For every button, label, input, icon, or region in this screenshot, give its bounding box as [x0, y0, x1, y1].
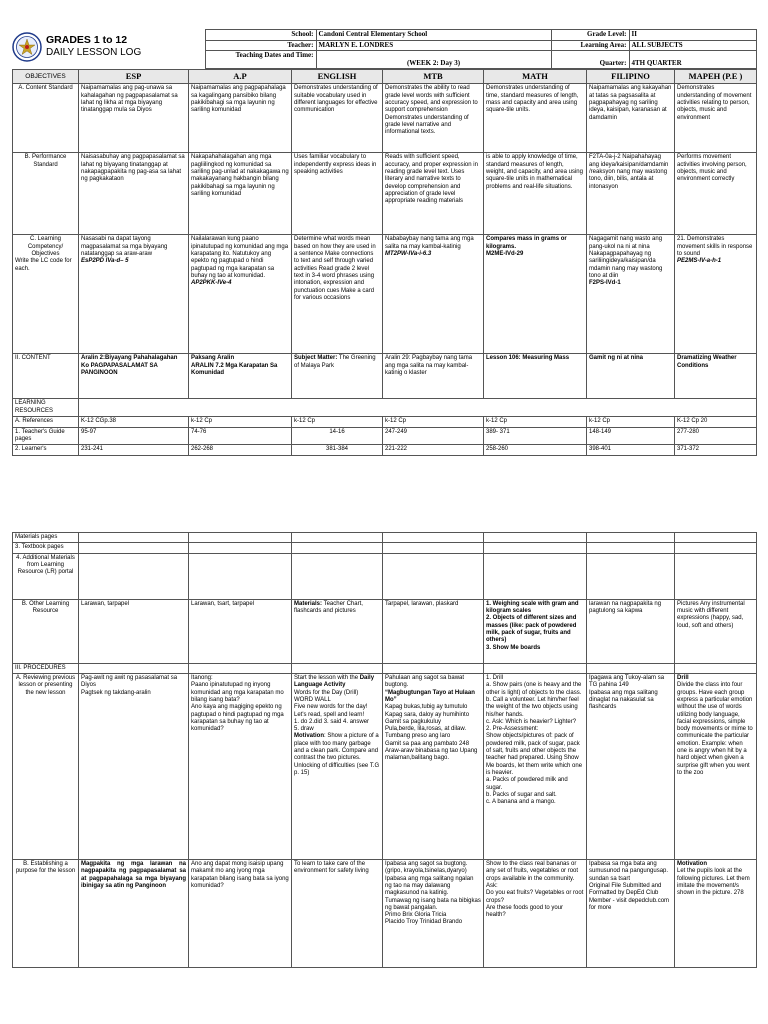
cell: Show to the class real bananas or any set of fruits, vegetables or root crops available in the community. Ask: Do you eat fruits? Vegetables or root crops? Are these foods good to your health? — [484, 859, 587, 967]
row-label-competency — [13, 235, 79, 354]
lesson-log-page-2 — [12, 532, 756, 968]
lesson-table-1 — [12, 69, 757, 455]
cell: To learn to take care of the environment for safety living — [292, 859, 383, 967]
cell: K-12 CGp.38 — [79, 417, 189, 427]
table-row — [13, 399, 757, 417]
cell: 277-280 — [675, 427, 757, 445]
mapeh-review: Divide the class into four groups. Have each group express a particular emotion without the use of words utilizing body language, facial expressions, simple body movements or mime to communicate the particular emotion. Example: when one is angry when hit by a hard object when given a surprise gift when you went to the zoo — [677, 682, 753, 776]
cell: Naipamamalas ang pagpapahalaga sa kagalingang pansibiko bilang pakikibahagi sa mga layunin ng sariling komunidad — [189, 84, 292, 153]
cell: Magpakita ng mga larawan na nagpapakita ng pagpapasalamat sa at pagpapahalaga sa mga biyayang ibinigay sa atin ng Panginoon — [79, 859, 189, 967]
row-label-learning-resources: LEARNING RESOURCES — [13, 399, 79, 417]
cell: 398-401 — [587, 445, 675, 455]
row-label-additional-materials: 4. Additional Materials from Learning Resource (LR) portal — [13, 553, 79, 599]
cell: K-12 Cp 20 — [675, 417, 757, 427]
cell — [484, 235, 587, 354]
cell — [79, 235, 189, 354]
row-label-content-standard: A. Content Standard — [13, 84, 79, 153]
mtb-review-c: Kapag bukas,tubig ay tumutulo Kapag sara, daloy ay humihinto Gamit sa pagkukuluy Pula,berde, lila,rosas, at dilaw. Tumbang preso ang laro Gamit sa paa ang pambato 248 Araw-araw binabasa ng tao Upang malaman,balitang bago. — [385, 704, 478, 762]
mtb-review-a: Pahulaan ang sagot sa bawat bugtong. — [385, 674, 465, 689]
cell: 221-222 — [383, 445, 484, 455]
col-objectives: OBJECTIVES — [13, 70, 79, 84]
grade-label: Grade Level: — [551, 30, 629, 41]
table-row — [13, 354, 757, 399]
title-line-2: DAILY LESSON LOG — [46, 46, 142, 58]
cell: k-12 Cp — [292, 417, 383, 427]
row-label-establishing: B. Establishing a purpose for the lesson — [13, 859, 79, 967]
mtb-objective: Nababaybay nang tama ang mga salita na may kambal-katinig — [385, 236, 474, 250]
row-label-references: A. References — [13, 417, 79, 427]
cell: k-12 Cp — [189, 417, 292, 427]
cell: Ipabasa sa mga bata ang sumusunod na pangungusap. sundan sa tsart Original File Submitted and Formatted by DepEd Club Member - visit depedclub.com for more — [587, 859, 675, 967]
cell: 231-241 — [79, 445, 189, 455]
ap-code: AP2PKK-IVe-4 — [191, 280, 232, 287]
mapeh-objective: 21. Demonstrates movement skills in response to sound — [677, 236, 753, 257]
cell — [292, 599, 383, 663]
cell: Demonstrates understanding of movement activities relating to person, objects, music and environment — [675, 84, 757, 153]
cell: 247-249 — [383, 427, 484, 445]
col-english: ENGLISH — [292, 70, 383, 84]
school-value: Candoni Central Elementary School — [316, 30, 551, 41]
ap-content: ARALIN 7.2 Mga Karapatan Sa Komunidad — [191, 362, 278, 376]
table-row — [13, 859, 757, 967]
math-objective: Compares mass in grams or kilograms. — [486, 236, 567, 250]
cell: Demonstrates understanding of suitable vocabulary used in different languages for effective communication — [292, 84, 383, 153]
row-label-learners: 2. Learner's — [13, 445, 79, 455]
table-row — [13, 663, 757, 673]
cell: Tarpapel, larawan, plaskard — [383, 599, 484, 663]
ap-content-title: Paksang Aralin — [191, 355, 235, 362]
filipino-objective: Nagagamit nang wasto ang pang-ukol na ni at nina Nakapagpapahayag ng sariliingideya/kaisipan/da mdamin nang may wastong tono at diin — [589, 236, 663, 279]
mapeh-establishing: Let the pupils look at the following pictures. Let them imitate the movement/s shown in the picture. 278 — [677, 868, 750, 897]
cell: k-12 Cp — [484, 417, 587, 427]
cell: Nakapahahalagahan ang mga pagliilingkod ng komunidad sa sariling pag-unlad at nakakagawa ng makakayanang hakbangin bilang pakikibahagi sa mga layunin ng sariling komunidad — [189, 153, 292, 235]
cell: Itanong: Paano ipinatutupad ng inyong komunidad ang mga karapatan mo bilang isang bata? Ano kaya ang magiging epekto ng pagtupad o hindi pagtupad ng mga karapatan sa buhay ng tao at komunidad? — [189, 673, 292, 859]
cell: Gamit ng ni at nina — [587, 354, 675, 399]
header-table — [12, 29, 757, 69]
teacher-value: MARLYN E. LONDRES — [316, 40, 551, 51]
cell: Ipabasa ang sagot sa bugtong. (gripo, krayola,tsinelas,dyaryo) Ipabasa ang mga salitang ngalan ng tao na may dalawang magkasunod na katinig. Tumawag ng isang bata na bibigkas ng bawat pangalan. Primo Brix Gloria Tricia Placido Troy Trinidad Brando — [383, 859, 484, 967]
quarter-label: Quarter: — [551, 51, 629, 69]
cell: 389- 371 — [484, 427, 587, 445]
filipino-code: F2PS-IVd-1 — [589, 280, 621, 287]
cell: 74-76 — [189, 427, 292, 445]
cell: Naisasabuhay ang pagpapasalamat sa lahat ng biyayang tinatanggap at nakapagpapakita ng pag-asa sa lahat ng pagkakataon — [79, 153, 189, 235]
cell: 381-384 — [292, 445, 383, 455]
english-review-d: : Show a picture of a place with too many garbage and a clean park. Compare and contrast the two pictures. Unlocking of difficulties (see T.G p. 15) — [294, 733, 380, 776]
english-content-title: Subject Matter: — [294, 355, 338, 362]
cell: Ipagawa ang Tukoy-alam sa TG pahina 149 Ipabasa ang mga salitang dinaglat na nakasulat sa flashcards — [587, 673, 675, 859]
school-label: School: — [205, 30, 316, 41]
cell: Lesson 106: Measuring Mass — [484, 354, 587, 399]
cell — [189, 354, 292, 399]
dates-label: Teaching Dates and Time: — [205, 51, 316, 69]
row-label-teachers-guide: 1. Teacher's Guide pages — [13, 427, 79, 445]
teacher-label: Teacher: — [205, 40, 316, 51]
cell: Larawan, tsart, tarpapel — [189, 599, 292, 663]
english-review-a: Start the lesson with the — [294, 674, 360, 681]
row-label-content: II. CONTENT — [13, 354, 79, 399]
cell: is able to apply knowledge of time, standard measures of length, weight, and capacity, and area using square-tile units in mathematical problems and real-life situations. — [484, 153, 587, 235]
dates-value: (WEEK 2: Day 3) — [316, 51, 551, 69]
cell — [675, 235, 757, 354]
english-review-c: Words for the Day (Drill) WORD WALL Five new words for the day! Let's read, spell and learn! 1. do 2.did 3. said 4. answer 5. draw — [294, 689, 370, 733]
col-mapeh: MAPEH (P.E ) — [675, 70, 757, 84]
competency-sublabel: Write the LC code for each. — [15, 258, 72, 272]
cell: Naipamamalas ang kakayahan at tatas sa pagsasalita at pagpapahayag ng sariling ideya, kaisipan, karanasan at damdamin — [587, 84, 675, 153]
lesson-log-page-1 — [12, 29, 756, 456]
title-line-1: GRADES 1 to 12 — [46, 34, 128, 47]
cell — [383, 235, 484, 354]
title-cell — [12, 30, 205, 69]
cell: 1. Weighing scale with gram and kilogram scales 2. Objects of different sizes and masses (like: pack of powdered milk, pack of sugar, fruits and others) 3. Show Me boards — [484, 599, 587, 663]
lesson-table-2 — [12, 532, 757, 968]
cell: Reads with sufficient speed, accuracy, and proper expression in reading grade level text. Uses literary and narrative texts to develop comprehension and appreciation of grade level appropriate reading materials — [383, 153, 484, 235]
cell — [79, 399, 757, 417]
cell — [189, 235, 292, 354]
english-materials: Teacher Chart, flashcards and pictures — [294, 600, 363, 614]
cell: Pag-awit ng awit ng pasasalamat sa Diyos Pagtsek ng takdang-aralin — [79, 673, 189, 859]
cell: Dramatizing Weather Conditions — [675, 354, 757, 399]
cell: Aralin 2:Biyayang Pahahalagahan Ko PAGPAPASALAMAT SA PANGINOON — [79, 354, 189, 399]
cell: k-12 Cp — [587, 417, 675, 427]
mapeh-review-title: Drill — [677, 674, 689, 681]
cell: 14-16 — [292, 427, 383, 445]
mtb-review-b: “Magbugtungan Tayo at Hulaan Mo” — [385, 689, 475, 703]
cell: 371-372 — [675, 445, 757, 455]
table-row — [13, 533, 757, 543]
cell: Larawan, tarpapel — [79, 599, 189, 663]
table-row — [13, 427, 757, 445]
row-label-materials-pages: Materials pages — [13, 533, 79, 543]
row-label-other-resource: B. Other Learning Resource — [13, 599, 79, 663]
row-label-textbook-pages: 3. Textbook pages — [13, 543, 79, 553]
english-review-b: Daily Language Activity — [294, 674, 375, 689]
deped-seal-icon — [12, 32, 42, 62]
row-label-performance-standard: B. Performance Standard — [13, 153, 79, 235]
table-row — [13, 673, 757, 859]
cell: Pictures Any instrumental music with different expressions (happy, sad, loud, soft and others) — [675, 599, 757, 663]
cell — [292, 673, 383, 859]
cell: Determine what words mean based on how they are used in a sentence Make connections to text and self through varied activities Read grade 2 level text in 3-4 word phrases using intonation, expression and punctuation cues Make a card for various occasions — [292, 235, 383, 354]
cell: Uses familiar vocabulary to independently express ideas in speaking activities — [292, 153, 383, 235]
area-value: ALL SUBJECTS — [629, 40, 756, 51]
cell: Performs movement activities involving person, objects, music and environment correctly — [675, 153, 757, 235]
math-code: M2ME-IVd-29 — [486, 251, 524, 257]
cell: 148-149 — [587, 427, 675, 445]
english-motivation-title: Motivation — [294, 733, 324, 740]
cell — [383, 673, 484, 859]
ap-objective: Nailalarawan kung paano ipinatutupad ng komunidad ang mga karapatang ito. Natutukoy ang epekto ng pagtupad o hindi pagtupad ng mga karapatan sa buhay ng tao at komunidad. — [191, 236, 289, 279]
table-row — [13, 417, 757, 427]
cell: Naipamamalas ang pag-unawa sa kahalagahan ng pagpapasalamat sa lahat ng likha at mga biyayang tinatanggap mula sa Diyos — [79, 84, 189, 153]
quarter-value: 4TH QUARTER — [629, 51, 756, 69]
col-esp: ESP — [79, 70, 189, 84]
cell: F2TA-0a-j-2 Naipahahayag ang ideya/kaisipan/damdamin /reaksyon nang may wastong tono, diin, bilis, antala at intonasyon — [587, 153, 675, 235]
cell: Demonstrates the ability to read grade level words with sufficient accuracy speed, and expression to support comprehension Demonstrates understanding of grade level narrative and informational texts. — [383, 84, 484, 153]
cell: k-12 Cp — [383, 417, 484, 427]
row-label-procedures: III. PROCEDURES — [13, 663, 79, 673]
cell: 262-268 — [189, 445, 292, 455]
table-row — [13, 445, 757, 455]
table-row — [13, 543, 757, 553]
col-ap: A.P — [189, 70, 292, 84]
mtb-code: MT2PW-IVa-i-6.3 — [385, 251, 432, 257]
col-mtb: MTB — [383, 70, 484, 84]
table-row — [13, 153, 757, 235]
mapeh-establishing-title: Motivation — [677, 860, 707, 867]
cell: larawan na nagpapakita ng pagtulong sa kapwa — [587, 599, 675, 663]
table-row — [13, 553, 757, 599]
col-math: MATH — [484, 70, 587, 84]
cell: 95-97 — [79, 427, 189, 445]
table-row — [13, 599, 757, 663]
english-materials-title: Materials: — [294, 600, 323, 607]
esp-objective: Nasasabi na dapat tayong magpasalamat sa mga biyayang natatanggap sa araw-araw — [81, 236, 168, 257]
cell: Demonstrates understanding of time, standard measures of length, mass and capacity and area using square-tile units. — [484, 84, 587, 153]
table-row — [13, 235, 757, 354]
competency-label: C. Learning Competency/ Objectives — [27, 236, 64, 257]
table-row — [13, 84, 757, 153]
english-content: The Greening of Malaya Park — [294, 355, 376, 369]
mapeh-code: PE2MS-IV-a-h-1 — [677, 258, 722, 265]
cell — [292, 354, 383, 399]
area-label: Learning Area: — [551, 40, 629, 51]
cell: 258-260 — [484, 445, 587, 455]
row-label-reviewing: A. Reviewing previous lesson or presenting the new lesson — [13, 673, 79, 859]
cell: Aralin 29: Pagbaybay nang tama ang mga salita na may kambal-katinig o klaster — [383, 354, 484, 399]
cell: 1. Drill a. Show pairs (one is heavy and the other is light) of objects to the class. b. Call a volunteer. Let him/her feel the weight of the two objects using his/her hands. c. Ask: Which is heavier? Lighter? 2. Pre-Assessment: Show objects/pictures of: pack of powdered milk, pack of sugar, pack of salt, fruits and other objects the teacher had prepared. Using Show Me boards, let them write which one is heavier. a. Packs of powdered milk and sugar. b. Packs of sugar and salt. c. A banana and a mango. — [484, 673, 587, 859]
cell — [675, 859, 757, 967]
cell: Ano ang dapat mong isaisip upang makamit mo ang iyong mga karapatan bilang isang bata sa iyong komunidad? — [189, 859, 292, 967]
cell — [675, 673, 757, 859]
grade-value: II — [629, 30, 756, 41]
col-filipino: FILIPINO — [587, 70, 675, 84]
esp-code: EsP2PD IVa-d– 5 — [81, 258, 129, 265]
cell — [587, 235, 675, 354]
